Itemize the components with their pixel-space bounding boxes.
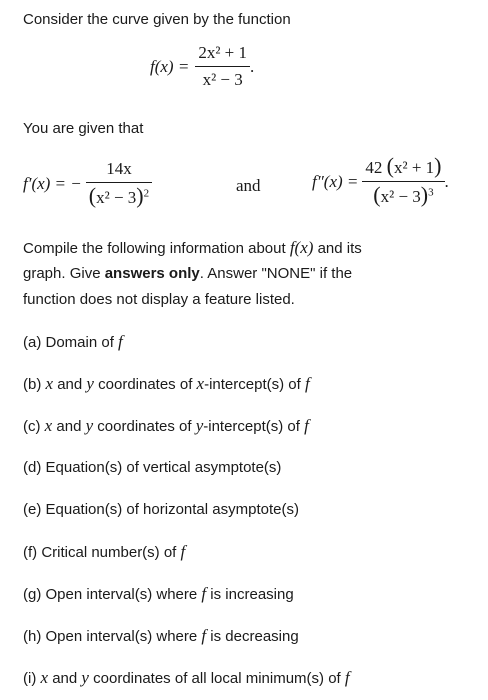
fdouble-denominator: $(x^2 - 3)^3$ bbox=[373, 182, 434, 207]
fdouble-lhs: f″(x) = bbox=[312, 171, 359, 191]
item-b-x-intercepts: (b) x and y coordinates of x-intercept(s) of f bbox=[23, 374, 310, 393]
item-a-domain: (a) Domain of f bbox=[23, 332, 123, 351]
fdouble-trailing-period: . bbox=[444, 171, 449, 191]
f-trailing-period: . bbox=[250, 56, 255, 76]
and-word: and bbox=[236, 176, 261, 195]
second-derivative bbox=[312, 155, 449, 208]
instructions-line-2: graph. Give answers only. Answer "NONE" if the bbox=[23, 265, 353, 282]
f-denominator: x² − 3 bbox=[202, 70, 243, 89]
item-e-horizontal-asymptotes: (e) Equation(s) of horizontal asymptote(s) bbox=[23, 501, 299, 518]
item-g-increasing-intervals: (g) Open interval(s) where f is increasing bbox=[23, 584, 294, 603]
instructions-line-1: Compile the following information about f(x) and its bbox=[23, 238, 362, 257]
fprime-denominator: $(x^2 - 3)^2$ bbox=[88, 183, 150, 208]
intro-text: Consider the curve given by the function bbox=[23, 11, 291, 28]
function-definition bbox=[150, 42, 254, 91]
item-h-decreasing-intervals: (h) Open interval(s) where f is decreasing bbox=[23, 626, 299, 645]
fprime-fraction bbox=[86, 158, 152, 209]
first-derivative bbox=[23, 158, 152, 209]
f-fraction bbox=[195, 42, 250, 91]
item-f-critical-numbers: (f) Critical number(s) of f bbox=[23, 542, 186, 561]
item-c-y-intercepts: (c) x and y coordinates of y-intercept(s) of f bbox=[23, 416, 309, 435]
f-lhs: f(x) = bbox=[150, 56, 190, 76]
item-i-local-minimums: (i) x and y coordinates of all local minimum(s) of f bbox=[23, 668, 350, 687]
item-d-vertical-asymptotes: (d) Equation(s) of vertical asymptote(s) bbox=[23, 459, 282, 476]
instructions-line-3: function does not display a feature listed. bbox=[23, 291, 295, 308]
fdouble-fraction bbox=[362, 155, 444, 208]
given-text: You are given that bbox=[23, 120, 144, 137]
fprime-lhs: f′(x) = − bbox=[23, 173, 82, 193]
f-numerator: 2x² + 1 bbox=[198, 43, 247, 62]
fprime-numerator: 14x bbox=[106, 159, 132, 178]
fdouble-numerator: 42 (x² + 1) bbox=[365, 153, 442, 178]
